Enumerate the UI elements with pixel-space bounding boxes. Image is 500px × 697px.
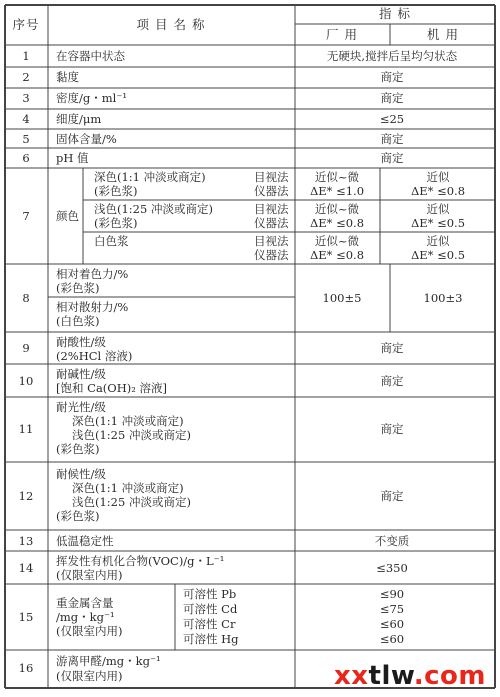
- row-3-no: 3: [22, 91, 30, 105]
- row-7-deep-c1: 近似: [426, 170, 450, 184]
- row-11-no: 11: [18, 422, 34, 436]
- header-machine: 机 用: [427, 27, 459, 42]
- row-7-deep-line2: (彩色浆): [94, 184, 138, 198]
- row-7-white-line1: 白色浆: [94, 234, 129, 248]
- row-12-value: 商定: [380, 489, 404, 503]
- row-8-no: 8: [22, 291, 30, 305]
- row-3-value: 商定: [380, 91, 404, 105]
- row-10-l2: [饱和 Ca(OH)₂ 溶液]: [56, 381, 167, 395]
- row-2-value: 商定: [380, 70, 404, 84]
- watermark-mid: tlw: [368, 661, 414, 691]
- row-6-value: 商定: [380, 151, 404, 165]
- row-6-no: 6: [22, 151, 30, 165]
- row-15-val-hg: ≤60: [379, 632, 405, 646]
- row-12-l2: 深色(1:1 冲淡或商定): [72, 481, 184, 495]
- row-9-value: 商定: [380, 341, 404, 355]
- row-7-light-c2: ΔE* ≤0.5: [410, 216, 466, 230]
- header-item: 项 目 名 称: [136, 17, 206, 32]
- row-16-l2: (仅限室内用): [56, 669, 123, 683]
- row-1-name: 在容器中状态: [56, 49, 125, 63]
- row-4-no: 4: [22, 112, 30, 126]
- row-7-light-line1: 浅色(1:25 冲淡或商定): [94, 202, 213, 216]
- row-10-no: 10: [18, 374, 34, 388]
- row-4-name: 细度/μm: [56, 112, 102, 126]
- row-3-name: 密度/g・ml⁻¹: [56, 91, 127, 105]
- row-8-b1: 相对散射力/%: [56, 300, 129, 314]
- row-16-no: 16: [18, 661, 34, 675]
- row-12-no: 12: [18, 489, 34, 503]
- row-7-white-c2: ΔE* ≤0.5: [410, 248, 466, 262]
- row-13-no: 13: [18, 534, 34, 548]
- site-watermark: [334, 661, 486, 691]
- watermark-prefix: xx: [334, 661, 369, 691]
- row-8-a2: (彩色浆): [56, 281, 100, 295]
- row-14-l1: 挥发性有机化合物(VOC)/g・L⁻¹: [56, 554, 225, 568]
- row-14-no: 14: [18, 561, 34, 575]
- row-12-l4: (彩色浆): [56, 509, 100, 523]
- row-5-value: 商定: [380, 132, 404, 146]
- row-15-l1: 重金属含量: [56, 596, 114, 610]
- header-factory: 厂 用: [326, 27, 358, 42]
- row-15-sub-cr: 可溶性 Cr: [183, 617, 236, 631]
- row-8-machine: 100±3: [423, 291, 463, 305]
- row-10-value: 商定: [380, 374, 404, 388]
- row-14-value: ≤350: [376, 561, 408, 575]
- row-15-sub-cd: 可溶性 Cd: [183, 602, 238, 616]
- row-15-l2: /mg・kg⁻¹: [56, 610, 115, 624]
- row-7-deep-f2: ΔE* ≤1.0: [309, 184, 365, 198]
- row-15-sub-pb: 可溶性 Pb: [183, 587, 237, 601]
- row-9-no: 9: [22, 341, 30, 355]
- row-9-l1: 耐酸性/级: [56, 335, 106, 349]
- row-13-value: 不变质: [374, 534, 410, 548]
- watermark-suffix: .com: [413, 661, 486, 691]
- row-1-value: 无硬块,搅拌后呈均匀状态: [326, 49, 458, 63]
- row-7-deep-line1: 深色(1:1 冲淡或商定): [94, 170, 206, 184]
- row-7-light-f1: 近似~微: [314, 202, 360, 216]
- row-8-factory: 100±5: [322, 291, 362, 305]
- row-12-l1: 耐候性/级: [56, 467, 106, 481]
- row-1-no: 1: [22, 49, 30, 63]
- row-5-name: 固体含量/%: [56, 132, 117, 146]
- row-7-deep-c2: ΔE* ≤0.8: [410, 184, 466, 198]
- row-14-l2: (仅限室内用): [56, 568, 123, 582]
- row-9-l2: (2%HCl 溶液): [56, 349, 133, 363]
- row-11-l3: 浅色(1:25 冲淡或商定): [72, 428, 191, 442]
- row-7-white-f1: 近似~微: [314, 234, 360, 248]
- row-7-white-m1: 目视法: [254, 234, 289, 248]
- row-4-value: ≤25: [379, 112, 405, 126]
- row-11-l4: (彩色浆): [56, 442, 100, 456]
- row-15-no: 15: [18, 610, 34, 624]
- row-8-a1: 相对着色力/%: [56, 267, 129, 281]
- header-seq: 序号: [12, 17, 40, 32]
- row-7-name: 颜色: [56, 209, 79, 223]
- row-7-white-c1: 近似: [426, 234, 450, 248]
- row-7-deep-m1: 目视法: [254, 170, 289, 184]
- row-2-no: 2: [22, 70, 30, 84]
- header-index: 指 标: [379, 6, 411, 21]
- row-11-l2: 深色(1:1 冲淡或商定): [72, 414, 184, 428]
- row-7-deep-m2: 仪器法: [254, 184, 289, 198]
- row-11-l1: 耐光性/级: [56, 400, 106, 414]
- row-15-sub-hg: 可溶性 Hg: [183, 632, 239, 646]
- row-7-light-line2: (彩色浆): [94, 216, 138, 230]
- row-8-b2: (白色浆): [56, 314, 100, 328]
- row-7-light-m2: 仪器法: [254, 216, 289, 230]
- row-2-name: 黏度: [56, 70, 79, 84]
- row-12-l3: 浅色(1:25 冲淡或商定): [72, 495, 191, 509]
- row-6-name: pH 值: [56, 151, 89, 165]
- row-15-val-pb: ≤90: [379, 587, 405, 601]
- row-16-l1: 游离甲醛/mg・kg⁻¹: [56, 654, 161, 668]
- row-10-l1: 耐碱性/级: [56, 367, 106, 381]
- row-7-light-c1: 近似: [426, 202, 450, 216]
- row-7-light-f2: ΔE* ≤0.8: [309, 216, 365, 230]
- row-13-name: 低温稳定性: [56, 534, 114, 548]
- row-7-white-f2: ΔE* ≤0.8: [309, 248, 365, 262]
- row-15-l3: (仅限室内用): [56, 624, 123, 638]
- row-15-val-cr: ≤60: [379, 617, 405, 631]
- row-15-val-cd: ≤75: [379, 602, 405, 616]
- row-7-no: 7: [22, 209, 30, 223]
- row-7-deep-f1: 近似~微: [314, 170, 360, 184]
- row-11-value: 商定: [380, 422, 404, 436]
- row-5-no: 5: [22, 132, 30, 146]
- row-7-white-m2: 仪器法: [254, 248, 289, 262]
- row-7-light-m1: 目视法: [254, 202, 289, 216]
